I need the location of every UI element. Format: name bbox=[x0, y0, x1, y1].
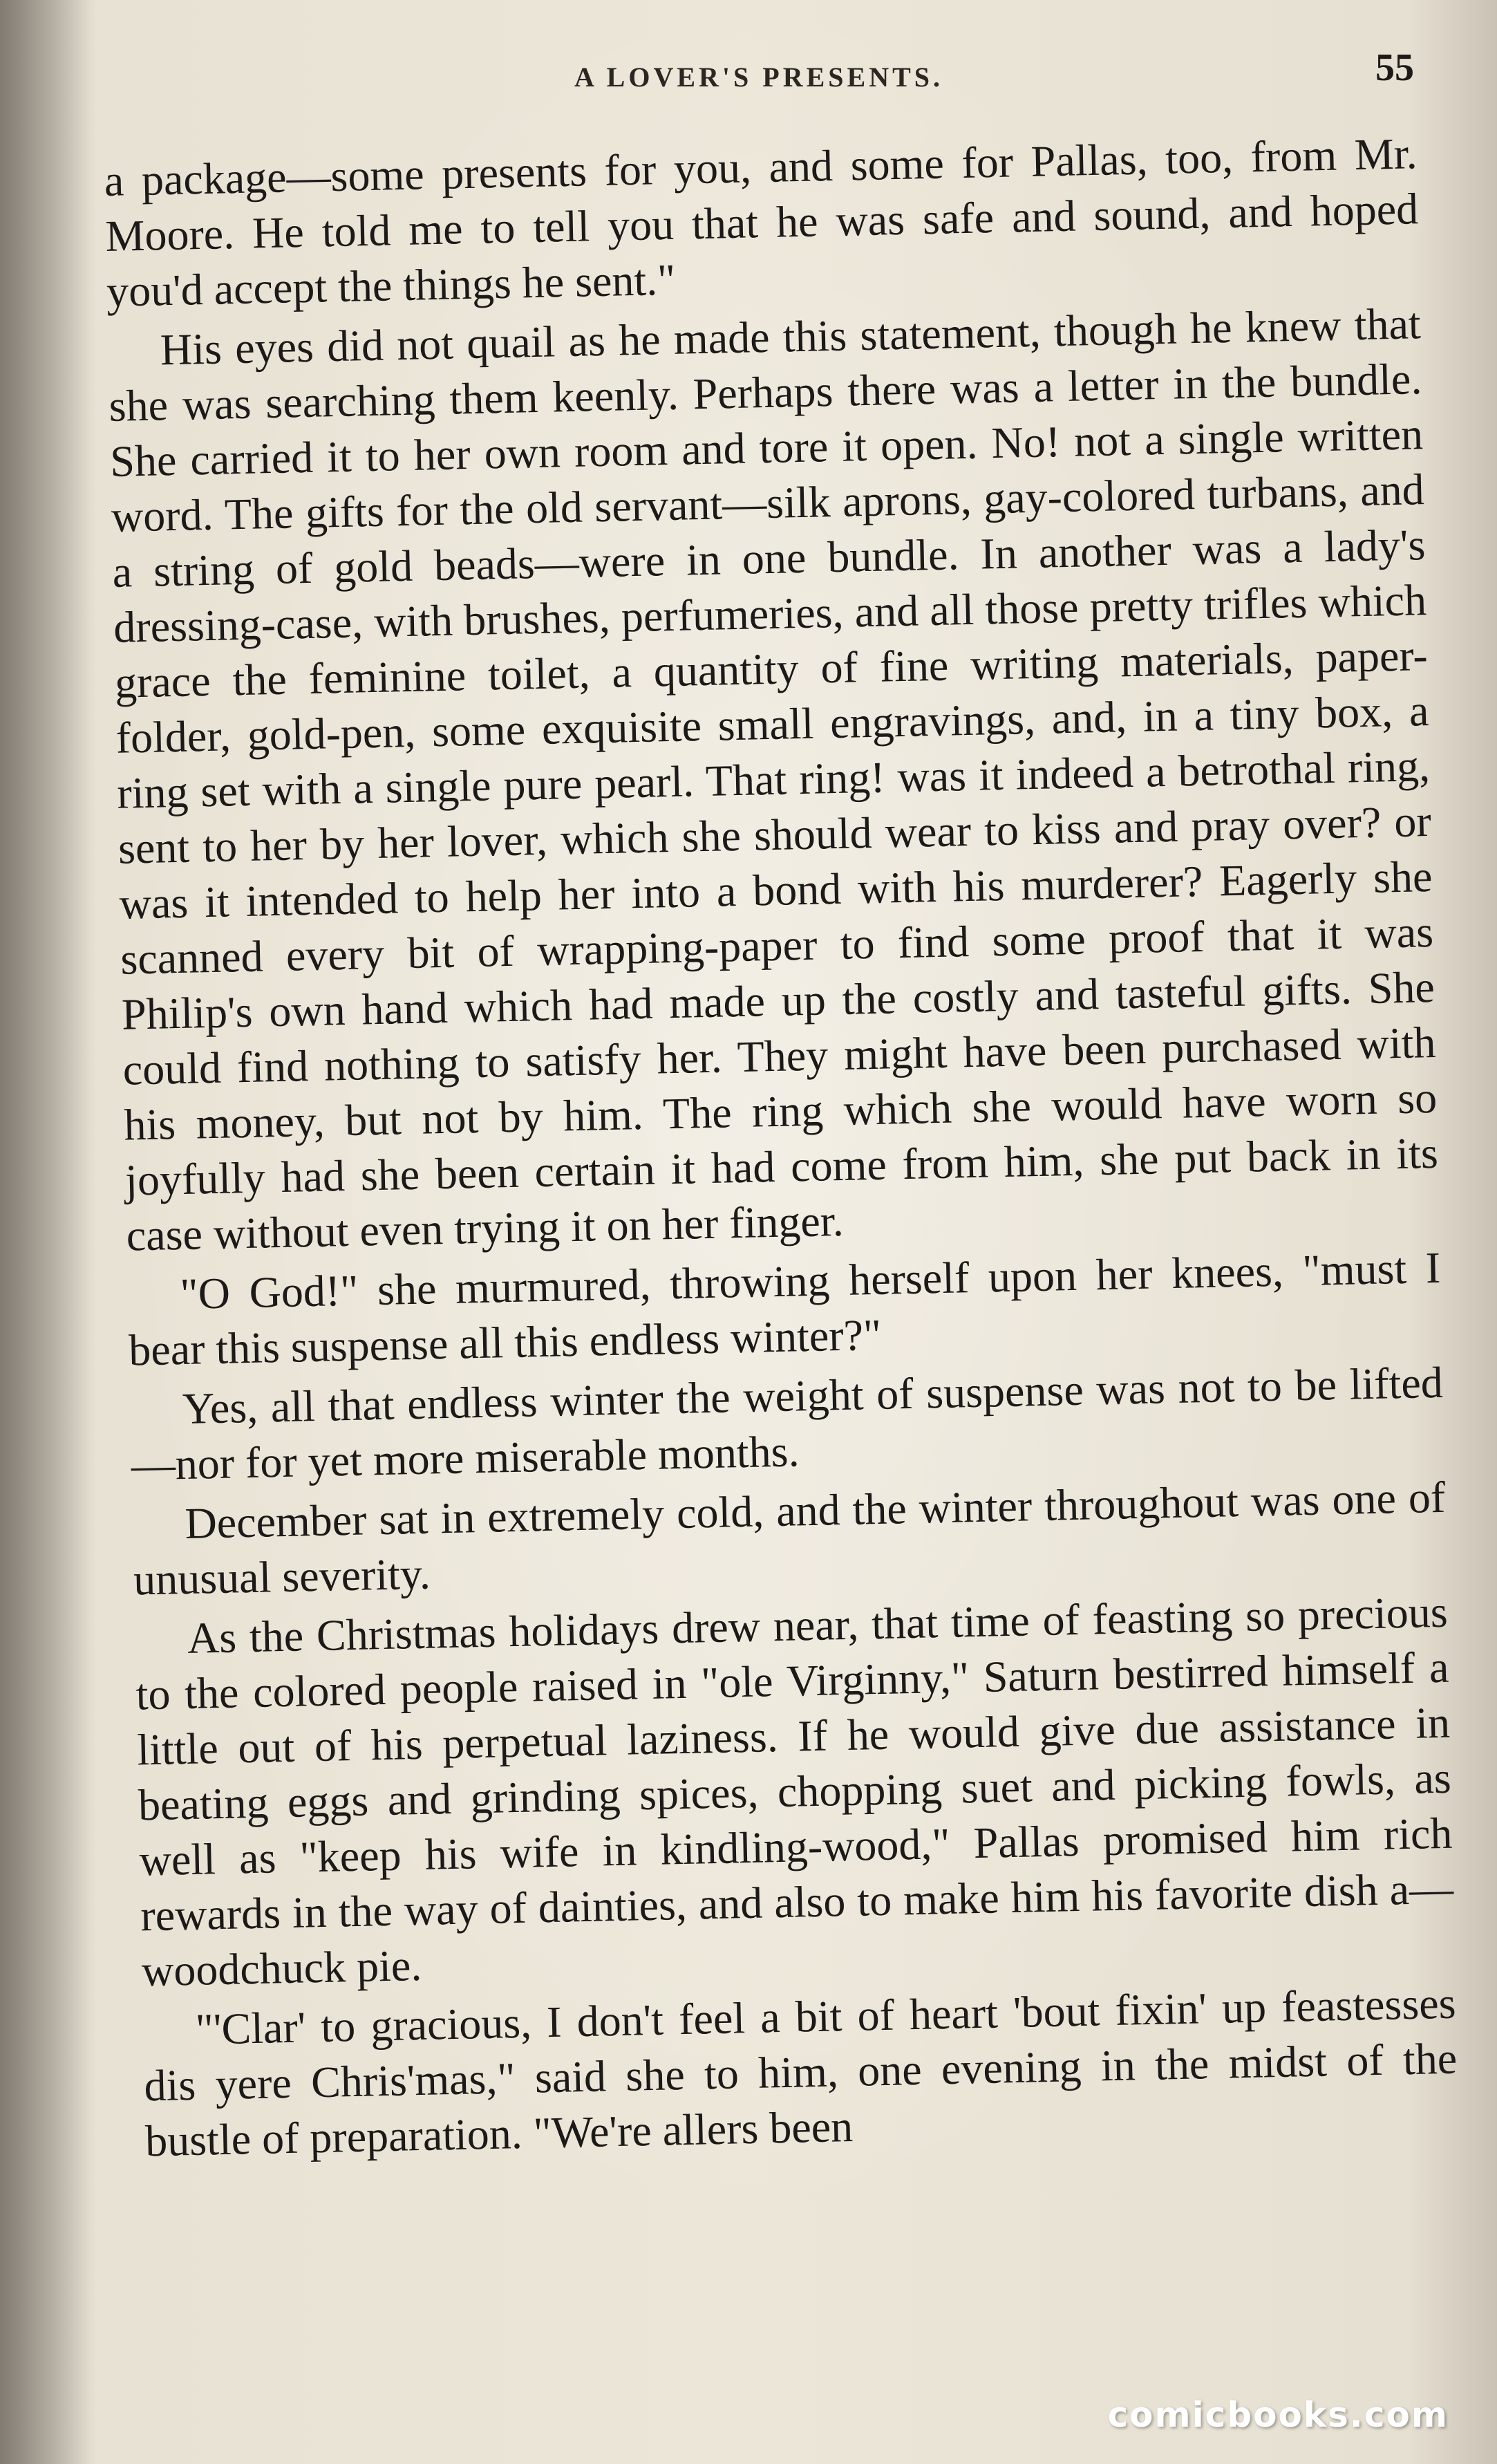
paragraph-7: "'Clar' to gracious, I don't feel a bit of heart 'bout fixin' up feastesses dis yere Chris'mas," said she to him, one evening in the midst of the bustle of preparation. "We're allers been bbox=[143, 1978, 1458, 2166]
paragraph-6: As the Christmas holidays drew near, that time of feasting so precious to the colored people raised in "ole Virginny," Saturn bestirred himself a little out of his perpetual laziness. If he would give due assistance in beating eggs and grinding spices, chopping suet and picking fowls, as well as "keep his wife in kindling-wood," Pallas promised him rich rewards in the way of dainties, and also to make him his favorite dish a—woodchuck pie. bbox=[135, 1587, 1454, 1996]
paragraph-4: Yes, all that endless winter the weight of suspense was not to be lifted—nor for yet more miserable months. bbox=[130, 1357, 1444, 1490]
paragraph-1: a package—some presents for you, and some for Pallas, too, from Mr. Moore. He told me to tell you that he was safe and sound, and hoped you'd accept the things he sent." bbox=[104, 129, 1419, 316]
watermark-logo: comicbooks.com bbox=[1107, 2395, 1449, 2435]
paragraph-3: "O God!" she murmured, throwing herself upon her knees, "must I bear this suspense all this endless winter?" bbox=[128, 1242, 1441, 1375]
page-number: 55 bbox=[1375, 46, 1414, 89]
body-text bbox=[104, 126, 1459, 2169]
page-header bbox=[97, 41, 1421, 124]
paragraph-2: His eyes did not quail as he made this statement, though he knew that she was searching them keenly. Perhaps there was a letter in the bundle. She carried it to her own room and tore it open. No! not a single written word. The gifts for the old servant—silk aprons, gay-colored turbans, and a string of gold beads—were in one bundle. In another was a lady's dressing-case, with brushes, perfumeries, and all those pretty trifles which grace the feminine toilet, a quantity of fine writing materials, paper-folder, gold-pen, some exquisite small engravings, and, in a tiny box, a ring set with a single pure pearl. That ring! was it indeed a betrothal ring, sent to her by her lover, which she should wear to kiss and pray over? or was it intended to help her into a bond with his murderer? Eagerly she scanned every bit of wrapping-paper to find some proof that it was Philip's own hand which had made up the costly and tasteful gifts. She could find nothing to satisfy her. They might have been purchased with his money, but not by him. The ring which she would have worn so joyfully had she been certain it had come from him, she put back in its case without even trying it on her finger. bbox=[108, 299, 1439, 1260]
spine-shadow bbox=[0, 0, 97, 2464]
paragraph-5: December sat in extremely cold, and the winter throughout was one of unusual severity. bbox=[133, 1472, 1446, 1605]
running-head: A LOVER'S PRESENTS. bbox=[574, 62, 944, 93]
